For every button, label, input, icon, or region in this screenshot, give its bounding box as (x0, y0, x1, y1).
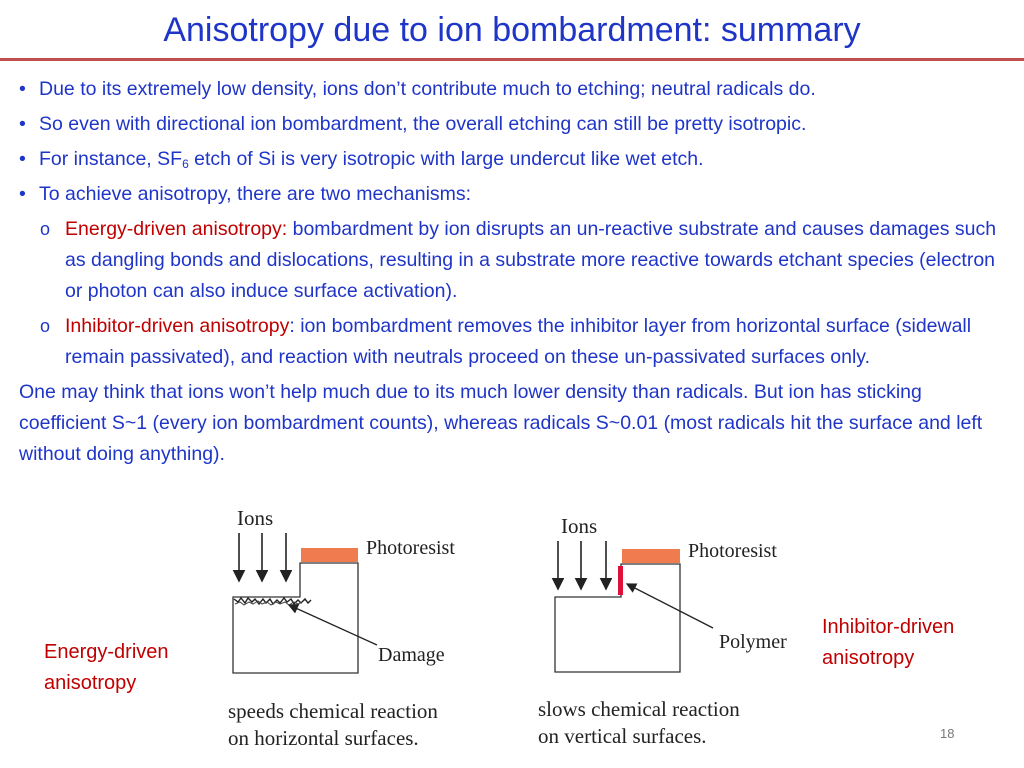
polymer-pointer-arrow (627, 584, 713, 628)
bullet-text: Due to its extremely low density, ions don’t contribute much to etching; neutral radicals do. (39, 78, 816, 100)
inhibitor-driven-schematic (545, 510, 810, 680)
photoresist-layer (301, 548, 358, 562)
energy-driven-label: Energy-driven anisotropy: (65, 218, 288, 240)
slide-body (19, 74, 1009, 470)
energy-driven-caption (228, 698, 498, 752)
bullet-text: To achieve anisotropy, there are two mechanisms: (39, 183, 472, 205)
inhibitor-driven-label: Inhibitor-driven anisotropy (65, 315, 290, 337)
inhibitor-driven-side-label (822, 612, 954, 674)
bullet-marker: • (19, 78, 26, 100)
sub-bullet-item (19, 311, 1009, 373)
sub-bullet-item (19, 214, 1009, 307)
polymer-label: Polymer (719, 631, 787, 653)
substrate-outline (555, 564, 680, 672)
photoresist-label: Photoresist (688, 540, 777, 562)
sub-bullet-marker: o (40, 316, 51, 336)
damage-pointer-arrow (289, 605, 377, 645)
ions-label: Ions (237, 506, 274, 530)
bullet-text-end: etch of Si is very isotropic with large undercut like wet etch. (188, 148, 704, 170)
bullet-item (19, 74, 1009, 105)
caption-line: on horizontal surfaces. (228, 726, 419, 750)
photoresist-layer (622, 549, 680, 563)
bullet-marker: • (19, 148, 26, 170)
ions-label: Ions (561, 514, 598, 538)
bullet-marker: • (19, 113, 26, 135)
bullet-item (19, 179, 1009, 210)
inhibitor-driven-diagram (545, 510, 810, 680)
bullet-text: So even with directional ion bombardment, the overall etching can still be pretty isotropic. (39, 113, 807, 135)
energy-driven-side-label (44, 637, 169, 699)
inhibitor-driven-caption (538, 696, 798, 750)
label-colon: : (289, 315, 295, 337)
page-number: 18 (940, 726, 955, 741)
sub-bullet-text: ion bombardment removes the inhibitor layer from horizontal surface (sidewall remain passivated), and reaction with neutrals proceed on these un-passivated surfaces only. (65, 315, 972, 368)
caption-line: on vertical surfaces. (538, 724, 707, 748)
damage-label: Damage (378, 644, 445, 666)
bullet-marker: • (19, 183, 26, 205)
side-label-line: anisotropy (44, 672, 137, 694)
energy-driven-diagram (225, 505, 485, 680)
side-label-line: anisotropy (822, 647, 915, 669)
energy-driven-schematic (225, 505, 485, 680)
caption-line: slows chemical reaction (538, 697, 740, 721)
polymer-sidewall (618, 566, 623, 595)
bullet-item (19, 109, 1009, 140)
bullet-item (19, 144, 1009, 175)
sub-bullet-text: bombardment by ion disrupts an un-reactive substrate and causes damages such as dangling bonds and dislocations, resulting in a substrate more reactive towards etchant species (electron or photon can also induce surface activation). (65, 218, 997, 302)
caption-line: speeds chemical reaction (228, 699, 438, 723)
slide-title: Anisotropy due to ion bombardment: summary (163, 11, 861, 49)
sub-bullet-marker: o (40, 219, 51, 239)
photoresist-label: Photoresist (366, 537, 455, 559)
side-label-line: Inhibitor-driven (822, 616, 955, 638)
side-label-line: Energy-driven (44, 641, 169, 663)
substrate-outline (233, 563, 358, 673)
summary-paragraph: One may think that ions won’t help much due to its much lower density than radicals. But ion has sticking coefficient S~1 (every ion bombardment counts), whereas radicals S~0.01 (most radicals hit the surface and left without doing anything). (19, 381, 983, 465)
bullet-text-start: For instance, SF (39, 148, 183, 170)
subscript-six: 6 (182, 157, 189, 171)
title-divider (0, 58, 1024, 61)
